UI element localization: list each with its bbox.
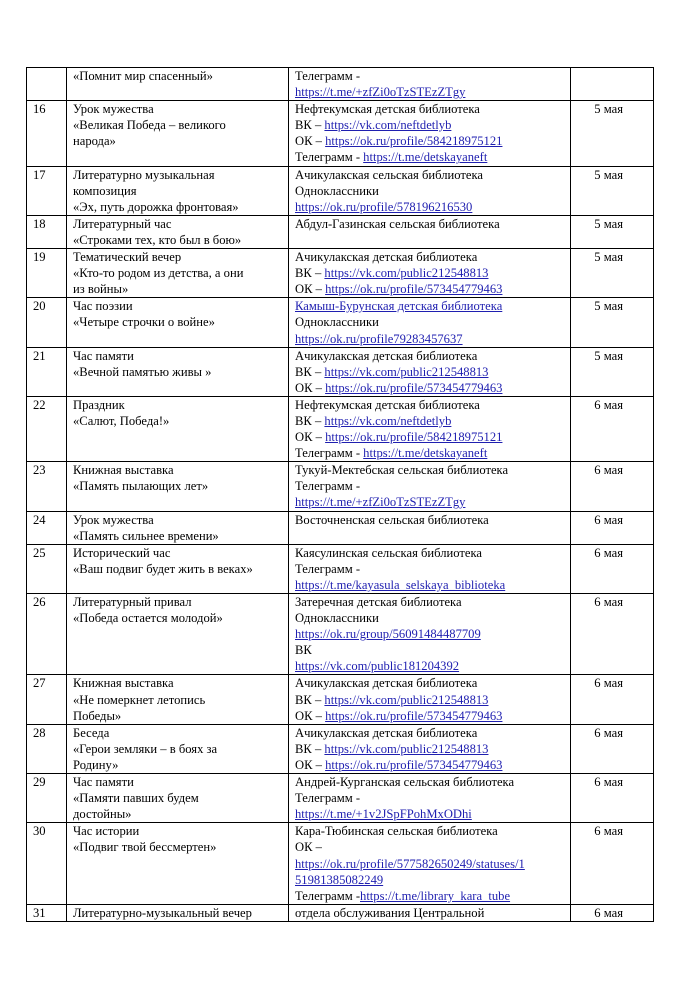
event-line: Литературный час	[73, 216, 172, 231]
venue-line	[295, 856, 566, 872]
venue-text: Нефтекумская детская библиотека	[295, 397, 480, 412]
link-prefix: ОК –	[295, 380, 326, 395]
venue-line	[295, 642, 566, 658]
venue-text: Восточненская сельская библиотека	[295, 512, 489, 527]
event-cell	[67, 68, 289, 101]
event-line: Праздник	[73, 397, 125, 412]
link-prefix: ОК –	[295, 282, 326, 297]
event-date: 5 мая	[571, 298, 654, 347]
event-date: 5 мая	[571, 215, 654, 248]
venue-link[interactable]: https://t.me/+zfZi0oTzSTEzZTgy	[295, 495, 466, 510]
event-cell	[67, 249, 289, 298]
table-row	[27, 249, 654, 298]
venue-link[interactable]: https://vk.com/public212548813	[324, 741, 489, 756]
venue-link[interactable]: https://vk.com/public212548813	[324, 692, 489, 707]
venue-line	[295, 823, 566, 839]
venue-text: Каясулинская сельская библиотека	[295, 545, 483, 560]
venue-line	[295, 610, 566, 626]
venue-line	[295, 545, 566, 561]
row-number: 28	[27, 724, 67, 773]
event-line: Беседа	[73, 725, 110, 740]
event-line: Литературно-музыкальный вечер	[73, 905, 252, 920]
link-prefix: Телеграмм -	[295, 446, 364, 461]
venue-line	[295, 199, 566, 215]
venue-line	[295, 494, 566, 510]
venue-line	[295, 380, 566, 396]
event-line: Урок мужества	[73, 512, 154, 527]
event-line: из войны»	[73, 282, 129, 297]
event-line: «Кто-то родом из детства, а они	[73, 266, 244, 281]
venue-link[interactable]: https://ok.ru/group/56091484487709	[295, 627, 481, 642]
venue-line	[295, 626, 566, 642]
event-date	[571, 68, 654, 101]
event-date: 6 мая	[571, 511, 654, 544]
venue-cell	[289, 249, 571, 298]
venue-text: ВК	[295, 643, 312, 658]
events-table-body	[27, 68, 654, 922]
link-prefix: Телеграмм -	[295, 150, 364, 165]
venue-text: Затеречная детская библиотека	[295, 595, 462, 609]
row-number: 24	[27, 511, 67, 544]
table-row	[27, 396, 654, 461]
table-row	[27, 904, 654, 921]
event-line: «Ваш подвиг будет жить в веках»	[73, 561, 253, 576]
venue-line	[295, 101, 566, 117]
venue-line	[295, 429, 566, 445]
event-date: 6 мая	[571, 396, 654, 461]
row-number: 17	[27, 166, 67, 215]
event-line: «Великая Победа – великого	[73, 118, 226, 133]
venue-link[interactable]: https://t.me/detskayaneft	[363, 150, 488, 165]
venue-line	[295, 133, 566, 149]
link-prefix: ВК –	[295, 118, 325, 133]
event-cell	[67, 823, 289, 904]
venue-text: ОК –	[295, 840, 322, 855]
event-cell	[67, 396, 289, 461]
venue-line	[295, 512, 566, 528]
row-number: 27	[27, 675, 67, 724]
event-date: 6 мая	[571, 544, 654, 593]
venue-line	[295, 364, 566, 380]
event-date: 6 мая	[571, 724, 654, 773]
table-row	[27, 166, 654, 215]
venue-text: Телеграмм -	[295, 479, 361, 494]
venue-line	[295, 462, 566, 478]
venue-line	[295, 331, 566, 347]
event-cell	[67, 594, 289, 675]
event-line: Час памяти	[73, 775, 134, 790]
venue-line	[295, 265, 566, 281]
venue-line	[295, 298, 566, 314]
link-prefix: ВК –	[295, 692, 325, 707]
event-line: «Четыре строчки о войне»	[73, 315, 215, 330]
venue-cell	[289, 215, 571, 248]
venue-link[interactable]: 51981385082249	[295, 872, 384, 887]
venue-line	[295, 757, 566, 773]
venue-line	[295, 790, 566, 806]
venue-cell	[289, 511, 571, 544]
venue-text: Телеграмм -	[295, 561, 361, 576]
venue-line	[295, 348, 566, 364]
event-date: 6 мая	[571, 462, 654, 511]
venue-link[interactable]: https://t.me/library_kara_tube	[360, 888, 511, 903]
event-cell	[67, 544, 289, 593]
event-line: композиция	[73, 183, 137, 198]
link-prefix: ВК –	[295, 413, 325, 428]
event-line: Тематический вечер	[73, 250, 182, 265]
venue-cell	[289, 774, 571, 823]
row-number: 30	[27, 823, 67, 904]
event-line: «Строками тех, кто был в бою»	[73, 232, 242, 247]
venue-text: Ачикулакская детская библиотека	[295, 725, 478, 740]
table-row	[27, 68, 654, 101]
venue-line	[295, 167, 566, 183]
link-prefix: ВК –	[295, 364, 325, 379]
event-date: 6 мая	[571, 774, 654, 823]
venue-line	[295, 445, 566, 461]
row-number: 31	[27, 904, 67, 921]
venue-line	[295, 594, 566, 610]
event-cell	[67, 215, 289, 248]
venue-text: Ачикулакская детская библиотека	[295, 676, 478, 691]
event-cell	[67, 774, 289, 823]
venue-line	[295, 675, 566, 691]
venue-line	[295, 741, 566, 757]
venue-text: Телеграмм -	[295, 791, 361, 806]
table-row	[27, 823, 654, 904]
venue-link[interactable]: https://t.me/detskayaneft	[363, 446, 488, 461]
event-cell	[67, 904, 289, 921]
row-number: 21	[27, 347, 67, 396]
venue-cell	[289, 594, 571, 675]
event-date: 6 мая	[571, 904, 654, 921]
event-line: Исторический час	[73, 545, 171, 560]
venue-link[interactable]: https://vk.com/neftdetlyb	[324, 413, 452, 428]
venue-link[interactable]: https://vk.com/neftdetlyb	[324, 118, 452, 133]
event-date: 6 мая	[571, 594, 654, 675]
venue-line	[295, 774, 566, 790]
event-cell	[67, 675, 289, 724]
table-row	[27, 724, 654, 773]
venue-line	[295, 888, 566, 904]
venue-text: Нефтекумская детская библиотека	[295, 102, 480, 117]
row-number: 23	[27, 462, 67, 511]
row-number: 19	[27, 249, 67, 298]
venue-cell	[289, 462, 571, 511]
event-date: 5 мая	[571, 249, 654, 298]
venue-line	[295, 692, 566, 708]
event-line: «Салют, Победа!»	[73, 413, 170, 428]
venue-line	[295, 478, 566, 494]
venue-cell	[289, 823, 571, 904]
venue-line	[295, 708, 566, 724]
venue-line	[295, 658, 566, 674]
event-line: народа»	[73, 134, 116, 149]
table-row	[27, 774, 654, 823]
table-row	[27, 298, 654, 347]
venue-text: Тукуй-Мектебская сельская библиотека	[295, 463, 509, 478]
event-line: «Вечной памятью живы »	[73, 364, 212, 379]
venue-cell	[289, 904, 571, 921]
event-line: Книжная выставка	[73, 676, 174, 691]
event-cell	[67, 724, 289, 773]
venue-line	[295, 806, 566, 822]
venue-cell	[289, 166, 571, 215]
event-line: «Не померкнет летопись	[73, 692, 206, 707]
event-line: Победы»	[73, 708, 122, 723]
venue-line	[295, 905, 566, 921]
event-line: «Победа остается молодой»	[73, 611, 223, 626]
venue-line	[295, 725, 566, 741]
event-cell	[67, 101, 289, 166]
venue-line	[295, 397, 566, 413]
venue-line	[295, 561, 566, 577]
venue-line	[295, 577, 566, 593]
event-date: 5 мая	[571, 101, 654, 166]
event-line: «Помнит мир спасенный»	[73, 69, 213, 83]
venue-cell	[289, 101, 571, 166]
event-cell	[67, 347, 289, 396]
venue-link[interactable]: https://t.me/+zfZi0oTzSTEzZTgy	[295, 85, 466, 100]
venue-link[interactable]: https://t.me/+1v2JSpFPohMxODhi	[295, 807, 472, 822]
venue-line	[295, 149, 566, 165]
event-line: «Подвиг твой бессмертен»	[73, 840, 217, 855]
venue-text: Одноклассники	[295, 315, 379, 330]
venue-link[interactable]: https://ok.ru/profile79283457637	[295, 331, 463, 346]
venue-line	[295, 216, 566, 232]
venue-text: Одноклассники	[295, 611, 379, 626]
event-line: «Память сильнее времени»	[73, 528, 219, 543]
venue-text: Абдул-Газинская сельская библиотека	[295, 216, 500, 231]
row-number: 16	[27, 101, 67, 166]
row-number: 29	[27, 774, 67, 823]
row-number: 20	[27, 298, 67, 347]
venue-link[interactable]: https://vk.com/public181204392	[295, 659, 460, 674]
venue-line	[295, 839, 566, 855]
venue-cell	[289, 298, 571, 347]
event-cell	[67, 166, 289, 215]
event-line: Родину»	[73, 757, 119, 772]
link-prefix: ОК –	[295, 708, 326, 723]
event-line: Час поэзии	[73, 299, 133, 314]
venue-line	[295, 117, 566, 133]
venue-link[interactable]: https://ok.ru/profile/577582650249/statuses/1	[295, 856, 525, 871]
table-row	[27, 101, 654, 166]
venue-cell	[289, 396, 571, 461]
venue-link[interactable]: https://ok.ru/profile/573454779463	[325, 708, 503, 723]
event-date: 5 мая	[571, 166, 654, 215]
venue-line	[295, 281, 566, 297]
event-line: Литературный привал	[73, 595, 192, 609]
venue-text: Ачикулакская детская библиотека	[295, 348, 478, 363]
venue-text: Кара-Тюбинская сельская библиотека	[295, 824, 498, 839]
venue-line	[295, 183, 566, 199]
link-prefix: ВК –	[295, 741, 325, 756]
venue-cell	[289, 347, 571, 396]
event-cell	[67, 511, 289, 544]
event-line: «Память пылающих лет»	[73, 479, 209, 494]
venue-link[interactable]: https://vk.com/public212548813	[324, 266, 489, 281]
venue-text: Ачикулакская сельская библиотека	[295, 167, 483, 182]
venue-cell	[289, 675, 571, 724]
link-prefix: ОК –	[295, 430, 326, 445]
venue-line	[295, 314, 566, 330]
venue-line	[295, 84, 566, 100]
link-prefix: ВК –	[295, 266, 325, 281]
row-number: 25	[27, 544, 67, 593]
venue-line	[295, 249, 566, 265]
row-number: 18	[27, 215, 67, 248]
venue-text: Телеграмм -	[295, 69, 361, 83]
venue-text: Ачикулакская детская библиотека	[295, 250, 478, 265]
venue-link[interactable]: https://ok.ru/profile/573454779463	[325, 380, 503, 395]
link-prefix: ОК –	[295, 757, 326, 772]
table-row	[27, 675, 654, 724]
table-row	[27, 544, 654, 593]
table-row	[27, 215, 654, 248]
event-date: 5 мая	[571, 347, 654, 396]
venue-text: Одноклассники	[295, 183, 379, 198]
venue-line	[295, 872, 566, 888]
event-line: Урок мужества	[73, 102, 154, 117]
event-cell	[67, 298, 289, 347]
venue-text: отдела обслуживания Центральной	[295, 905, 485, 920]
venue-cell	[289, 68, 571, 101]
row-number: 26	[27, 594, 67, 675]
table-row	[27, 594, 654, 675]
event-line: «Герои земляки – в боях за	[73, 741, 218, 756]
row-number: 22	[27, 396, 67, 461]
venue-link[interactable]: https://ok.ru/profile/578196216530	[295, 199, 473, 214]
venue-link[interactable]: Камыш-Бурунская детская библиотека	[295, 299, 503, 314]
events-table	[26, 67, 654, 922]
table-row	[27, 511, 654, 544]
venue-cell	[289, 724, 571, 773]
event-date: 6 мая	[571, 823, 654, 904]
venue-line	[295, 68, 566, 84]
table-row	[27, 347, 654, 396]
event-line: Час истории	[73, 824, 140, 839]
link-prefix: Телеграмм -	[295, 888, 361, 903]
event-line: Час памяти	[73, 348, 134, 363]
event-cell	[67, 462, 289, 511]
venue-link[interactable]: https://ok.ru/profile/573454779463	[325, 757, 503, 772]
venue-link[interactable]: https://t.me/kayasula_selskaya_biblioteka	[295, 577, 506, 592]
venue-link[interactable]: https://vk.com/public212548813	[324, 364, 489, 379]
event-date: 6 мая	[571, 675, 654, 724]
venue-text: Андрей-Курганская сельская библиотека	[295, 775, 515, 790]
event-line: Литературно музыкальная	[73, 167, 215, 182]
event-line: «Памяти павших будем	[73, 791, 199, 806]
venue-line	[295, 413, 566, 429]
link-prefix: ОК –	[295, 134, 326, 149]
venue-link[interactable]: https://ok.ru/profile/584218975121	[325, 134, 503, 149]
table-row	[27, 462, 654, 511]
venue-link[interactable]: https://ok.ru/profile/573454779463	[325, 282, 503, 297]
row-number	[27, 68, 67, 101]
event-line: достойны»	[73, 807, 132, 822]
event-line: Книжная выставка	[73, 463, 174, 478]
event-line: «Эх, путь дорожка фронтовая»	[73, 199, 239, 214]
venue-link[interactable]: https://ok.ru/profile/584218975121	[325, 430, 503, 445]
venue-cell	[289, 544, 571, 593]
